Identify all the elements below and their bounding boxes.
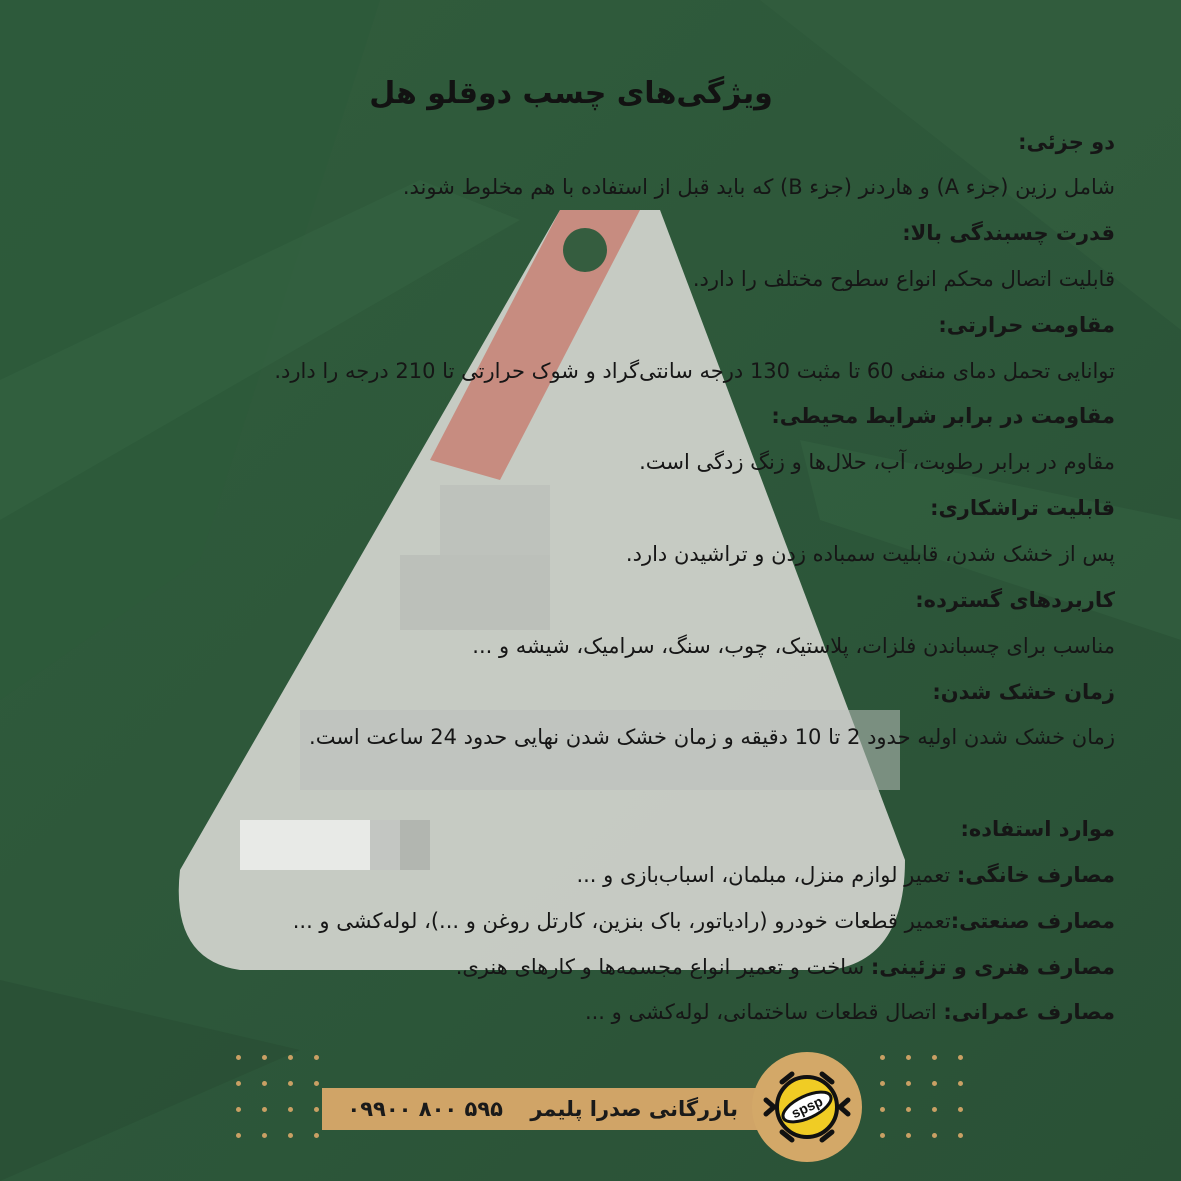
decor-dot [880,1081,885,1086]
feature-text: مقاوم در برابر رطوبت، آب، حلال‌ها و زنگ زدگی است. [639,450,1115,474]
decor-dot [906,1133,911,1138]
usage-label: مصارف صنعتی: [950,909,1115,933]
usage-label: مصارف هنری و تزئینی: [870,955,1115,979]
feature-heading: دو جزئی: [1018,130,1115,154]
decor-dot [314,1055,319,1060]
logo-icon [752,1052,862,1162]
feature-text: توانایی تحمل دمای منفی 60 تا مثبت 130 درجه سانتی‌گراد و شوک حرارتی تا 210 درجه را دارد. [274,359,1115,383]
decor-dot [906,1055,911,1060]
usage-item [55,997,1115,1027]
page-title: ویژگی‌های چسب دوقلو هل [369,76,773,111]
usage-item [55,906,1115,936]
usage-text: تعمیر قطعات خودرو (رادیاتور، باک بنزین، کارتل روغن و ...)، لوله‌کشی و ... [292,909,951,933]
feature-heading: کاربردهای گسترده: [915,588,1115,612]
decor-dot [262,1055,267,1060]
decor-dot [958,1107,963,1112]
phone-number: ۰۹۹۰۰ ۸۰۰ ۵۹۵ [347,1097,503,1121]
decor-dot [314,1107,319,1112]
decor-dot [262,1107,267,1112]
decor-dot [906,1107,911,1112]
decor-dot [288,1055,293,1060]
decor-dot [880,1055,885,1060]
feature-heading: مقاومت حرارتی: [938,313,1115,337]
dot-grid-left [236,1055,326,1145]
feature-text: مناسب برای چسباندن فلزات، پلاستیک، چوب، سنگ، سرامیک، شیشه و ... [472,634,1115,658]
decor-dot [932,1107,937,1112]
decor-dot [236,1055,241,1060]
usage-text: ساخت و تعمیر انواع مجسمه‌ها و کارهای هنری. [455,955,871,979]
dot-grid-right [880,1055,970,1145]
decor-dot [288,1133,293,1138]
feature-text: قابلیت اتصال محکم انواع سطوح مختلف را دارد. [692,267,1115,291]
usage-label: مصارف خانگی: [956,863,1115,887]
decor-dot [932,1081,937,1086]
feature-heading: زمان خشک شدن: [932,680,1115,704]
usage-text: تعمیر لوازم منزل، مبلمان، اسباب‌بازی و ... [576,863,957,887]
decor-dot [932,1055,937,1060]
decor-dot [288,1107,293,1112]
decor-dot [906,1081,911,1086]
decor-dot [958,1081,963,1086]
company-name: بازرگانی صدرا پلیمر [530,1097,738,1121]
logo-text: spsp [788,1092,826,1122]
usage-text: اتصال قطعات ساختمانی، لوله‌کشی و ... [584,1000,944,1024]
decor-dot [314,1081,319,1086]
feature-heading: قدرت چسبندگی بالا: [902,221,1115,245]
decor-dot [314,1133,319,1138]
decor-dot [236,1107,241,1112]
decor-dot [262,1081,267,1086]
usage-label: مصارف عمرانی: [943,1000,1115,1024]
decor-dot [880,1133,885,1138]
decor-dot [236,1081,241,1086]
footer-contact [330,1093,738,1125]
decor-dot [958,1133,963,1138]
decor-dot [288,1081,293,1086]
feature-heading: قابلیت تراشکاری: [930,496,1115,520]
usage-item [55,952,1115,982]
decor-dot [262,1133,267,1138]
feature-heading: مقاومت در برابر شرایط محیطی: [771,404,1115,428]
usage-item [55,860,1115,890]
feature-text: زمان خشک شدن اولیه حدود 2 تا 10 دقیقه و زمان خشک شدن نهایی حدود 24 ساعت است. [309,725,1115,749]
usage-heading: موارد استفاده: [960,817,1115,841]
decor-dot [880,1107,885,1112]
decor-dot [236,1133,241,1138]
feature-text: شامل رزین (جزء A) و هاردنر (جزء B) که باید قبل از استفاده با هم مخلوط شوند. [402,175,1115,199]
decor-dot [958,1055,963,1060]
logo [752,1052,862,1162]
feature-text: پس از خشک شدن، قابلیت سمباده زدن و تراشیدن دارد. [625,542,1115,566]
decor-dot [932,1133,937,1138]
